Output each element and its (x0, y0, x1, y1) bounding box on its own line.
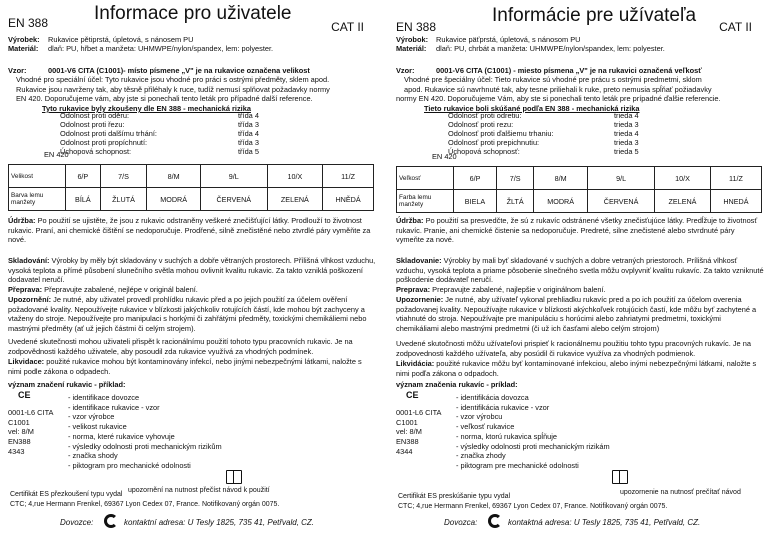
transport-label: Preprava: (396, 285, 431, 294)
mech-class: třída 5 (238, 147, 259, 156)
company-logo-icon (104, 514, 118, 528)
standard-label: EN 388 (8, 16, 49, 30)
size-cell: 8/M (147, 165, 200, 188)
usage-para: Uvedené skutočnosti môžu užívateľovi prispieť k racionálnemu použitiu tohto typu pracovných rukavíc. Je na zodpovednosti každého užívateľa, aby posúdil či rukavice využíva za vhodných podmienok. (396, 339, 751, 358)
mech-name: Odolnosť proti prepichnutiu: (448, 138, 540, 147)
mech-class: třída 4 (238, 129, 259, 138)
leaflet-cz (4, 0, 378, 534)
storage-para (8, 256, 376, 285)
product-line (8, 35, 193, 44)
special-purpose-text: Vhodné pre špeciálny účel: Tieto rukavice sú vhodné pre prácu s ostrými predmetmi, sklom (404, 75, 702, 85)
model-label: Vzor: (8, 66, 27, 75)
material-label: Materiál: (8, 44, 39, 53)
size-cell: 11/Z (323, 165, 374, 188)
material-line (8, 44, 273, 53)
color-cell: BÍLÁ (66, 188, 101, 211)
id-line: - norma, ktorú rukavica spĺňuje (456, 431, 558, 441)
model-block (8, 66, 330, 104)
storage-text: Výrobky by mali byť skladované v suchých a dobre vetraných priestoroch. Prílišná vlhkosť vzduchu, vysoká teplota a priame pôsobenie slnečného svetla môžu ovplyvniť kvalitu rukavíc. Za takto vzniknuté poškodenie dodávateľ neručí. (396, 256, 764, 285)
storage-para (396, 256, 764, 285)
model-line (8, 66, 330, 75)
size-cell: 6/P (454, 167, 497, 190)
size-cell: 7/S (496, 167, 533, 190)
mech-name: Odolnost proti oděru: (60, 111, 130, 120)
mech-class: třída 3 (238, 138, 259, 147)
mech-name: Odolnost proti propíchnutí: (60, 138, 148, 147)
notified-body: CTC; 4,rue Hermann Frenkel, 69367 Lyon Cedex 07, France. Notifikovaný orgán 0075. (398, 503, 668, 510)
table-row (9, 165, 374, 188)
mech-name: Odolnosť proti odretiu: (448, 111, 522, 120)
product-line (396, 35, 581, 44)
material-value: dlaň: PU, hřbet a manžeta: UHMWPE/nylon/spandex, lem: polyester. (48, 44, 274, 53)
read-manual-text: upozornenie na nutnosť prečítať návod (620, 489, 741, 496)
disposal-label: Likvidace: (8, 357, 45, 366)
product-value: Rukavice päťprstá, úpletová, s nánosom PU (436, 35, 581, 44)
reference-text: normy EN 420. Doporučujeme Vám, aby ste si ponechali tento leták pre prípadné ďalšie referencie. (396, 94, 721, 104)
mech-heading: Tieto rukavice boli skúšané podľa EN 388 - mechanická rizika (424, 104, 640, 113)
mech-list (60, 112, 260, 156)
maintenance-para (8, 216, 376, 245)
color-cell: HNEDÁ (710, 190, 761, 213)
color-cell: ZELENÁ (655, 190, 711, 213)
page-title: Informácie pre užívateľa (492, 5, 697, 26)
id-line: - piktogram pro mechanické odolnosti (68, 460, 191, 470)
size-cell: 6/P (66, 165, 101, 188)
disposal-text: použité rukavice môžu byť kontaminované infekciou, alebo inými nebezpečnými látkami, naložte s nimi podľa zákona o odpadoch. (396, 359, 757, 378)
product-label: Výrobok: (396, 35, 429, 44)
size-color-table (8, 164, 374, 211)
table-row (9, 188, 374, 211)
storage-label: Skladovanie: (396, 256, 442, 265)
mech-class: trieda 3 (614, 138, 639, 147)
color-cell: ŽLTÁ (496, 190, 533, 213)
id-line: - velikost rukavice (68, 422, 127, 432)
model-value: 0001-V6 CITA (C1001)- místo písmene „V" je na rukavice označena velikost (48, 66, 310, 75)
cert-line: Certifikát ES přezkoušení typu vydal (10, 491, 123, 498)
maintenance-label: Údržba: (8, 216, 36, 225)
mech-name: Úchopová schopnosť: (448, 147, 520, 156)
model-line (396, 66, 721, 75)
importer-label: Dovozce: (60, 518, 94, 527)
code-line: vel: 8/M (396, 427, 422, 437)
color-cell: ČERVENÁ (200, 188, 267, 211)
category-label: CAT II (719, 20, 752, 34)
mech-heading: Tyto rukavice byly zkoušeny dle EN 388 - mechanická rizika (42, 104, 251, 113)
code-line: 4344 (396, 446, 413, 456)
mech-name: Odolnost proti dalšímu trhání: (60, 129, 157, 138)
table-row (397, 190, 762, 213)
leaflet-sk (392, 0, 766, 534)
id-line: - výsledky odolnosti proti mechanickým rizikům (68, 441, 222, 451)
mech-list (448, 112, 648, 156)
category-label: CAT II (331, 20, 364, 34)
read-manual-text: upozornění na nutnost přečíst návod k použití (128, 487, 270, 494)
color-cell: MODRÁ (534, 190, 588, 213)
material-label: Materiál: (396, 44, 427, 53)
en420-label: EN 420 (432, 152, 457, 161)
id-line: - značka zhody (456, 451, 506, 461)
id-line: - piktogram pre mechanické odolnosti (456, 460, 579, 470)
maintenance-para (396, 216, 764, 245)
color-cell: ČERVENÁ (588, 190, 655, 213)
product-value: Rukavice pětiprstá, úpletová, s nánosem PU (48, 35, 194, 44)
transport-label: Přeprava: (8, 285, 43, 294)
color-cell: MODRÁ (147, 188, 200, 211)
size-cell: 9/L (588, 167, 655, 190)
reference-text: EN 420. Doporučujeme vám, aby jste si ponechali tento leták pro případné další reference. (16, 94, 313, 104)
size-cell: 7/S (100, 165, 147, 188)
maintenance-label: Údržba: (396, 216, 424, 225)
id-line: - norma, které rukavice vyhovuje (68, 431, 175, 441)
id-line: - identifikace dovozce (68, 393, 140, 402)
mech-name: Odolnosť proti ďalšiemu trhaniu: (448, 129, 554, 138)
code-line: C1001 (8, 417, 30, 427)
material-line (396, 44, 665, 53)
size-cell: 10/X (267, 165, 323, 188)
importer-line (444, 518, 477, 527)
transport-text: Prepravujte zabalené, najlepšie v originálnom balení. (432, 285, 606, 294)
transport-para (8, 285, 376, 295)
maintenance-text: Po použití sa presvedčte, že sú z rukavíc odstránené všetky znečisťujúce látky. Predĺžuje to životnosť rukavíc. Pranie, ani chemické čistenie sa nedoporučuje. Predreté, silne znečistené alebo stvrdnuté páry vymeňte za nové. (396, 216, 758, 245)
id-line: - identifikácia rukavice - vzor (456, 402, 550, 412)
transport-text: Přepravujte zabalené, nejlépe v originál balení. (44, 285, 198, 294)
code-line: C1001 (396, 417, 418, 427)
color-header: Barva lemu manžety (9, 188, 66, 211)
importer-line (60, 518, 93, 527)
marking-ids (68, 393, 222, 471)
importer-address: kontaktná adresa: U Tesly 1825, 735 41, Petřvald, CZ. (508, 518, 701, 527)
model-label: Vzor: (396, 66, 415, 75)
material-value: dlaň: PU, chrbát a manžeta: UHMWPE/nylon/spandex, lem: polyester. (436, 44, 665, 53)
mech-class: trieda 4 (614, 111, 639, 120)
mech-class: třída 4 (238, 111, 259, 120)
mech-class: trieda 4 (614, 129, 639, 138)
model-value: 0001-V6 CITA (C1001) - miesto písmena „V" je na rukavici označená veľkosť (436, 66, 702, 75)
color-cell: HNĚDÁ (323, 188, 374, 211)
code-line: EN388 (396, 437, 419, 447)
model-block (396, 66, 721, 104)
disposal-text: použité rukavice mohou být kontaminovány infekcí, nebo jinými nebezpečnými látkami, naložte s nimi podle zákona o odpadech. (8, 357, 362, 376)
company-logo-icon (488, 514, 502, 528)
marking-codes (8, 408, 53, 457)
disposal-label: Likvidácia: (396, 359, 435, 368)
disposal-para (396, 359, 764, 378)
mech-name: Odolnosť proti rezu: (448, 120, 514, 129)
mech-class: trieda 3 (614, 120, 639, 129)
warning-para (396, 295, 764, 333)
code-line: 0001-L6 CITA (8, 408, 54, 417)
maintenance-text: Po použití se ujistěte, že jsou z rukavic odstraněny veškeré znečišťující látky. Prodlouží to životnost rukavic. Praní, ani chemické čištění se nedoporučuje. Prodřené, silně znečistěné nebo ztvrdlé páry vyměňte za nové. (8, 216, 371, 245)
marking-codes (396, 408, 441, 457)
id-line: - identifikace rukavice - vzor (68, 402, 160, 412)
id-line: - značka shody (68, 451, 118, 461)
page-title: Informace pro uživatele (94, 3, 292, 24)
table-row (397, 167, 762, 190)
read-manual-icon (226, 470, 242, 484)
importer-label: Dovozca: (444, 518, 478, 527)
color-cell: ŽLUTÁ (100, 188, 147, 211)
fit-text: Rukavice jsou navrženy tak, aby těsně přiléhaly k ruce, tudíž nemusí splňovat požadavky normy (16, 84, 330, 94)
marking-ids (456, 393, 610, 471)
mech-class: trieda 5 (614, 147, 639, 156)
standard-label: EN 388 (396, 20, 437, 34)
id-line: - výsledky odolnosti proti mechanickým rizikám (456, 441, 610, 451)
color-cell: ZELENÁ (267, 188, 323, 211)
marking-heading: význam značenia rukavíc - príklad: (396, 380, 518, 389)
special-purpose-text: Vhodné pro speciální účel: Tyto rukavice jsou vhodné pro práci s ostrými předměty, sklem apod. (16, 75, 330, 85)
size-header: Veľkosť (397, 167, 454, 190)
warning-para (8, 295, 376, 333)
size-cell: 11/Z (710, 167, 761, 190)
storage-label: Skladování: (8, 256, 50, 265)
ce-mark-icon: CE (18, 390, 31, 400)
color-header: Farba lemu manžety (397, 190, 454, 213)
code-line: EN388 (8, 437, 31, 447)
size-color-table (396, 166, 762, 213)
warning-text: Je nutné, aby užívateľ vykonal prehliadku rukavíc pred a po ich použití za účelom overenia požadovanej kvality. Nepoužívajte rukavice v blízkosti akýchkoľvek rotujúcich častí, kde môžu byť zachytené a vtiahnuté do stroja. Nepoužívajte pre manipuláciu s horúcimi alebo zahriatymi predmetmi, toxickými chemikáliami alebo mastnými predmetmi (či už ich časťami alebo celým strojom) (396, 295, 757, 333)
warning-label: Upozornění: (8, 295, 52, 304)
ce-mark-icon: CE (406, 390, 419, 400)
id-line: - identifikácia dovozca (456, 393, 529, 402)
id-line: - veľkosť rukavice (456, 422, 515, 432)
importer-address: kontaktní adresa: U Tesly 1825, 735 41, Petřvald, CZ. (124, 518, 315, 527)
id-line: - vzor výrobce (68, 412, 115, 422)
read-manual-icon (612, 470, 628, 484)
fit-text: apod. Rukavice sú navrhnuté tak, aby tesne priliehali k ruke, preto nemusia spĺňať požiadavky (404, 84, 712, 94)
cert-line: Certifikát ES preskúšanie typu vydal (398, 493, 511, 500)
marking-heading: význam značení rukavic - příklad: (8, 380, 126, 389)
notified-body: CTC; 4,rue Hermann Frenkel, 69367 Lyon Cedex 07, France. Notifikovaný orgán 0075. (10, 501, 280, 508)
en420-label: EN 420 (44, 150, 69, 159)
mech-name: Odolnost proti řezu: (60, 120, 125, 129)
color-cell: BIELA (454, 190, 497, 213)
warning-text: Je nutné, aby uživatel provedl prohlídku rukavic před a po jejich použití za účelem ověření požadované kvality. Nepoužívejte rukavice v blízkosti jakýchkoliv rotujících částí, kde mohou být zachyceny a vtaženy do stroje. Nepoužívejte pro manipulaci s horkými či zahřátými předměty, toxickými chemikáliemi nebo mastnými předměty (ať už jejich částmi či celým strojem). (8, 295, 367, 333)
storage-text: Výrobky by měly být skladovány v suchých a dobře větraných prostorech. Přílišná vlhkost vzduchu, vysoká teplota a přímé působení slunečního světla mohou ovlivnit kvalitu rukavic. Za takto vzniklá poškození dodavatel neručí. (8, 256, 376, 285)
size-cell: 8/M (534, 167, 588, 190)
size-header: Velikost (9, 165, 66, 188)
size-cell: 9/L (200, 165, 267, 188)
disposal-para (8, 357, 376, 376)
code-line: 4343 (8, 446, 25, 456)
code-line: 0001-L6 CITA (396, 408, 442, 417)
mech-name: Úchopová schopnost: (60, 147, 132, 156)
transport-para (396, 285, 764, 295)
warning-label: Upozornenie: (396, 295, 444, 304)
size-cell: 10/X (655, 167, 711, 190)
usage-para: Uvedené skutečnosti mohou uživateli přispět k racionálnímu použití tohoto typu pracovních rukavic. Je na zodpovědnosti každého uživatele, aby posoudil zda rukavice využívá za vhodných podmínek. (8, 337, 353, 356)
product-label: Výrobek: (8, 35, 40, 44)
code-line: vel: 8/M (8, 427, 34, 437)
mech-class: třída 3 (238, 120, 259, 129)
id-line: - vzor výrobcu (456, 412, 503, 422)
